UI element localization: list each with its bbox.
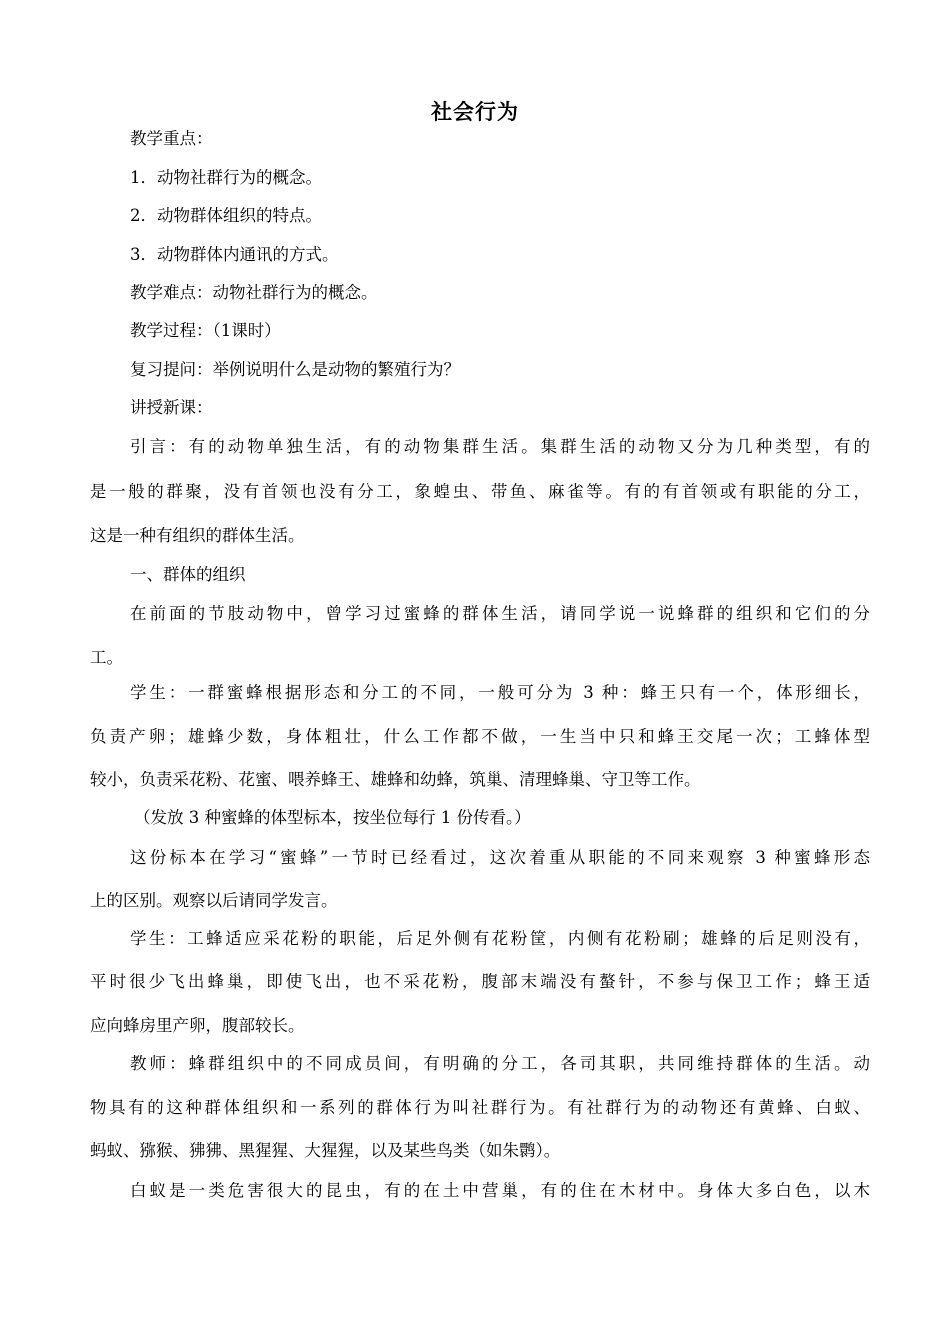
paragraph-line: 白蚁是一类危害很大的昆虫，有的在土中营巢，有的住在木材中。身体大多白色，以木 xyxy=(130,1181,870,1200)
paragraph-line: 平时很少飞出蜂巢，即使飞出，也不采花粉，腹部末端没有螯针，不参与保卫工作；蜂王适 xyxy=(90,972,870,991)
paragraph-line: 学生：一群蜜蜂根据形态和分工的不同，一般可分为 3 种：蜂王只有一个，体形细长， xyxy=(130,683,870,702)
paragraph-line: （发放 3 种蜜蜂的体型标本，按坐位每行 1 份传看。） xyxy=(134,808,531,827)
document-title: 社会行为 xyxy=(431,100,519,124)
paragraph-line: 教学难点：动物社群行为的概念。 xyxy=(130,283,378,302)
paragraph-line: 物具有的这种群体组织和一系列的群体行为叫社群行为。有社群行为的动物还有黄蜂、白蚁、 xyxy=(90,1098,870,1117)
paragraph-line: 这是一种有组织的群体生活。 xyxy=(90,526,305,545)
paragraph-line: 3．动物群体内通讯的方式。 xyxy=(130,245,339,264)
paragraph-line: 引言：有的动物单独生活，有的动物集群生活。集群生活的动物又分为几种类型，有的 xyxy=(130,437,870,456)
paragraph-line: 工。 xyxy=(90,648,123,667)
paragraph-line: 蚂蚁、猕猴、狒狒、黑猩猩、大猩猩，以及某些鸟类（如朱鹮）。 xyxy=(90,1141,561,1160)
paragraph-line: 教学过程：（1课时） xyxy=(130,321,281,340)
paragraph-line: 负责产卵；雄蜂少数，身体粗壮，什么工作都不做，一生当中只和蜂王交尾一次；工蜂体型 xyxy=(90,727,870,746)
section-heading: 一、群体的组织 xyxy=(130,565,246,584)
paragraph-line: 复习提问：举例说明什么是动物的繁殖行为？ xyxy=(130,360,460,379)
paragraph-line: 这份标本在学习“蜜蜂”一节时已经看过，这次着重从职能的不同来观察 3 种蜜蜂形态 xyxy=(130,848,870,867)
paragraph-line: 较小，负责采花粉、花蜜、喂养蜂王、雄蜂和幼蜂，筑巢、清理蜂巢、守卫等工作。 xyxy=(90,770,701,789)
paragraph-line: 在前面的节肢动物中，曾学习过蜜蜂的群体生活，请同学说一说蜂群的组织和它们的分 xyxy=(130,604,870,623)
paragraph-line: 2．动物群体组织的特点。 xyxy=(130,206,322,225)
paragraph-line: 上的区别。观察以后请同学发言。 xyxy=(90,891,338,910)
paragraph-line: 1．动物社群行为的概念。 xyxy=(130,168,322,187)
paragraph-line: 学生：工蜂适应采花粉的职能，后足外侧有花粉筐，内侧有花粉刷；雄蜂的后足则没有， xyxy=(130,929,870,948)
paragraph-line: 是一般的群聚，没有首领也没有分工，象蝗虫、带鱼、麻雀等。有的有首领或有职能的分工， xyxy=(90,482,870,501)
paragraph-line: 讲授新课： xyxy=(130,398,213,417)
paragraph-line: 应向蜂房里产卵，腹部较长。 xyxy=(90,1016,305,1035)
paragraph-line: 教师：蜂群组织中的不同成员间，有明确的分工，各司其职，共同维持群体的生活。动 xyxy=(130,1054,870,1073)
paragraph-line: 教学重点： xyxy=(130,129,213,148)
